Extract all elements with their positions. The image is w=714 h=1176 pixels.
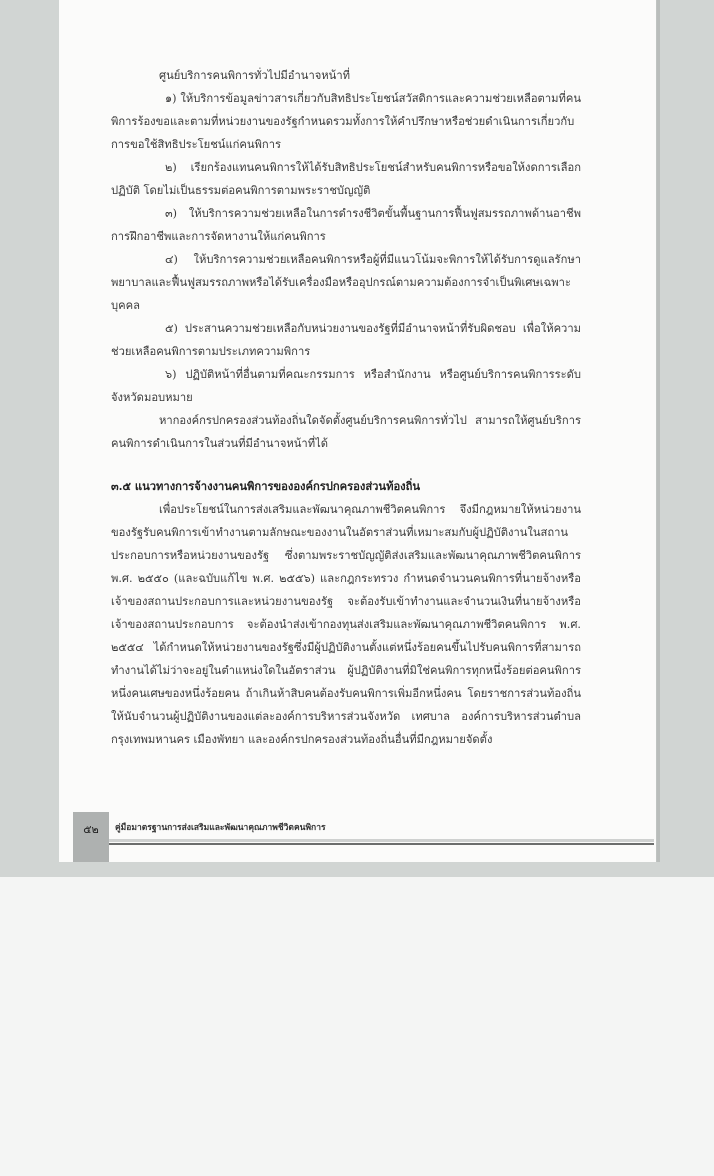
section-heading: ๓.๕ แนวทางการจ้างงานคนพิการขององค์กรปกครองส่วนท้องถิ่น xyxy=(111,479,421,493)
section-body: เพื่อประโยชน์ในการส่งเสริมและพัฒนาคุณภาพชีวิตคนพิการ จึงมีกฎหมายให้หน่วยงานของรัฐรับคนพิการเข้าทำงานตามลักษณะของงานในอัตราส่วนที่เหมาะสมกับผู้ปฏิบัติงานในสถานประกอบการหรือหน่วยงานของรัฐ ซึ่งตามพระราชบัญญัติส่งเสริมและพัฒนาคุณภาพชีวิตคนพิการ พ.ศ. ๒๕๕๐ (และฉบับแก้ไข พ.ศ. ๒๕๕๖) และกฎกระทรวง กำหนดจำนวนคนพิการที่นายจ้างหรือเจ้าของสถานประกอบการและหน่วยงานของรัฐ จะต้องรับเข้าทำงานและจำนวนเงินที่นายจ้างหรือเจ้าของสถานประกอบการ จะต้องนำส่งเข้ากองทุนส่งเสริมและพัฒนาคุณภาพชีวิตคนพิการ พ.ศ. ๒๕๕๔ ได้กำหนดให้หน่วยงานของรัฐซึ่งมีผู้ปฏิบัติงานตั้งแต่หนึ่งร้อยคนขึ้นไปรับคนพิการที่สามารถทำงานได้ไม่ว่าจะอยู่ในตำแหน่งใดในอัตราส่วน ผู้ปฏิบัติงานที่มิใช่คนพิการทุกหนึ่งร้อยต่อคนพิการหนึ่งคนเศษของหนึ่งร้อยคน ถ้าเกินห้าสิบคนต้องรับคนพิการเพิ่มอีกหนึ่งคน โดยราชการส่วนท้องถิ่นให้นับจำนวนผู้ปฏิบัติงานของแต่ละองค์การบริหารส่วนจังหวัด เทศบาล องค์การบริหารส่วนตำบล กรุงเทพมหานคร เมืองพัทยา และองค์กรปกครองส่วนท้องถิ่นอื่นที่มีกฎหมายจัดตั้ง xyxy=(111,503,581,746)
footer-rule-dark xyxy=(109,843,654,845)
duty-item-4: ๔) ให้บริการความช่วยเหลือคนพิการหรือผู้ที่มีแนวโน้มจะพิการให้ได้รับการดูแลรักษาพยาบาลและฟื้นฟูสมรรถภาพหรือได้รับเครื่องมือหรืออุปกรณ์ตามความต้องการจำเป็นพิเศษเฉพาะบุคคล xyxy=(111,253,581,312)
page-footer xyxy=(59,812,656,862)
footer-rule xyxy=(109,839,654,842)
duty-item-6: ๖) ปฏิบัติหน้าที่อื่นตามที่คณะกรรมการ หรือสำนักงาน หรือศูนย์บริการคนพิการระดับจังหวัดมอบหมาย xyxy=(111,368,581,404)
duty-item-5: ๕) ประสานความช่วยเหลือกับหน่วยงานของรัฐที่มีอำนาจหน้าที่รับผิดชอบ เพื่อให้ความช่วยเหลือคนพิการตามประเภทความพิการ xyxy=(111,322,581,358)
page-content xyxy=(111,64,581,751)
intro-paragraph: ศูนย์บริการคนพิการทั่วไปมีอำนาจหน้าที่ xyxy=(159,69,350,82)
duty-item-1: ๑) ให้บริการข้อมูลข่าวสารเกี่ยวกับสิทธิประโยชน์สวัสดิการและความช่วยเหลือตามที่คนพิการร้องขอและตามที่หน่วยงานของรัฐกำหนดรวมทั้งการให้คำปรึกษาหรือช่วยดำเนินการเกี่ยวกับการขอใช้สิทธิประโยชน์แก่คนพิการ xyxy=(111,92,581,151)
duty-item-3: ๓) ให้บริการความช่วยเหลือในการดำรงชีวิตขั้นพื้นฐานการฟื้นฟูสมรรถภาพด้านอาชีพการฝึกอาชีพและการจัดหางานให้แก่คนพิการ xyxy=(111,207,581,243)
footer-title: คู่มือมาตรฐานการส่งเสริมและพัฒนาคุณภาพชีวิตคนพิการ xyxy=(115,823,326,833)
page-number: ๕๒ xyxy=(73,812,109,862)
document-page xyxy=(59,0,657,862)
closing-paragraph: หากองค์กรปกครองส่วนท้องถิ่นใดจัดตั้งศูนย์บริการคนพิการทั่วไป สามารถให้ศูนย์บริการคนพิการดำเนินการในส่วนที่มีอำนาจหน้าที่ได้ xyxy=(111,414,581,450)
duty-item-2: ๒) เรียกร้องแทนคนพิการให้ได้รับสิทธิประโยชน์สำหรับคนพิการหรือขอให้งดการเลือกปฏิบัติ โดยไม่เป็นธรรมต่อคนพิการตามพระราชบัญญัติ xyxy=(111,161,581,197)
